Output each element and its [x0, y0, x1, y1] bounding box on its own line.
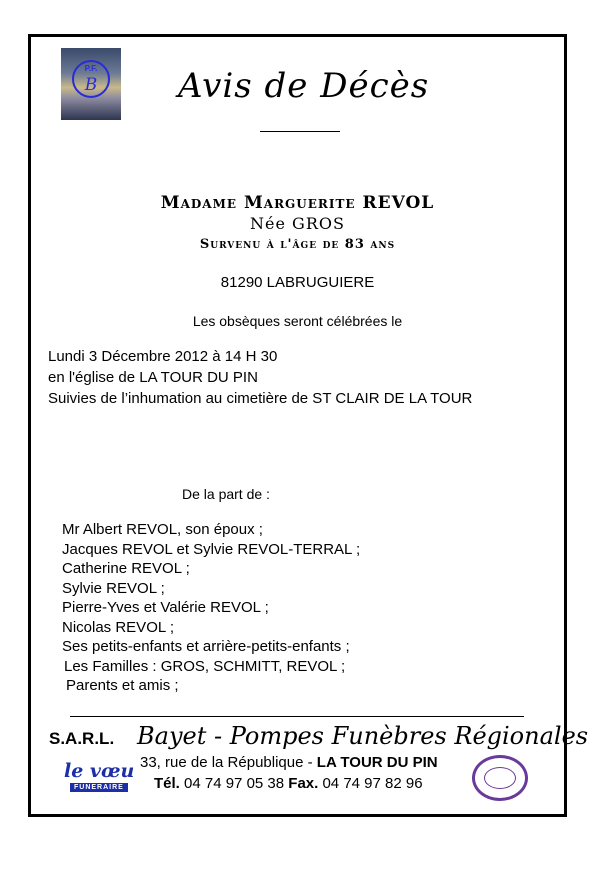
from-label: De la part de : — [182, 486, 270, 502]
address-street: 33, rue de la République - — [140, 754, 317, 771]
address-city: LA TOUR DU PIN — [316, 754, 438, 771]
family-member: Les Familles : GROS, SCHMITT, REVOL ; — [64, 657, 346, 675]
ceremony-line: Lundi 3 Décembre 2012 à 14 H 30 — [48, 348, 278, 365]
agreement-badge-icon — [472, 755, 528, 801]
family-member: Catherine REVOL ; — [62, 560, 190, 577]
sarl-label: S.A.R.L. — [49, 729, 115, 748]
footer-divider — [70, 716, 524, 717]
ceremony-line: Suivies de l’inhumation au cimetière de ST CLAIR DE LA TOUR — [48, 390, 473, 407]
company-address — [140, 754, 438, 771]
fax-label: Fax. — [288, 775, 319, 792]
title-divider — [260, 131, 340, 132]
family-member: Ses petits-enfants et arrière-petits-enfants ; — [62, 638, 350, 655]
logo-letter: B — [84, 75, 98, 95]
family-member: Jacques REVOL et Sylvie REVOL-TERRAL ; — [62, 540, 361, 558]
page-title: Avis de Décès — [178, 66, 430, 106]
family-member: Nicolas REVOL ; — [62, 618, 174, 636]
deceased-name: Madame Marguerite REVOL — [160, 193, 435, 213]
family-list — [62, 520, 360, 696]
fax-number: 04 74 97 82 96 — [318, 775, 423, 792]
family-member: Pierre-Yves et Valérie REVOL ; — [62, 599, 269, 616]
family-member: Parents et amis ; — [66, 677, 179, 694]
age-line: Survenu à l'âge de 83 ans — [199, 237, 396, 252]
ceremony-line: en l'église de LA TOUR DU PIN — [48, 369, 258, 386]
ceremony-intro: Les obsèques seront célébrées le — [192, 313, 403, 329]
company-phones — [154, 775, 423, 792]
pf-logo — [61, 48, 121, 120]
le-voeu-logo-subtext: FUNERAIRE — [70, 783, 128, 792]
company-name: Bayet - Pompes Funèbres Régionales — [137, 722, 589, 750]
family-member: Mr Albert REVOL, son époux ; — [62, 521, 263, 538]
ceremony-details — [48, 346, 472, 409]
city-line: 81290 LABRUGUIERE — [220, 274, 375, 291]
maiden-name: Née GROS — [250, 214, 345, 233]
family-member: Sylvie REVOL ; — [62, 579, 165, 597]
tel-label: Tél. — [154, 775, 180, 792]
badge-emblem-icon — [484, 767, 516, 789]
notice-frame — [28, 34, 567, 817]
le-voeu-logo-text: le vœu — [64, 760, 135, 782]
logo-circle-icon — [72, 60, 110, 98]
le-voeu-logo — [56, 760, 135, 796]
tel-number: 04 74 97 05 38 — [179, 775, 289, 792]
logo-pf-text: P.F. — [84, 64, 98, 73]
